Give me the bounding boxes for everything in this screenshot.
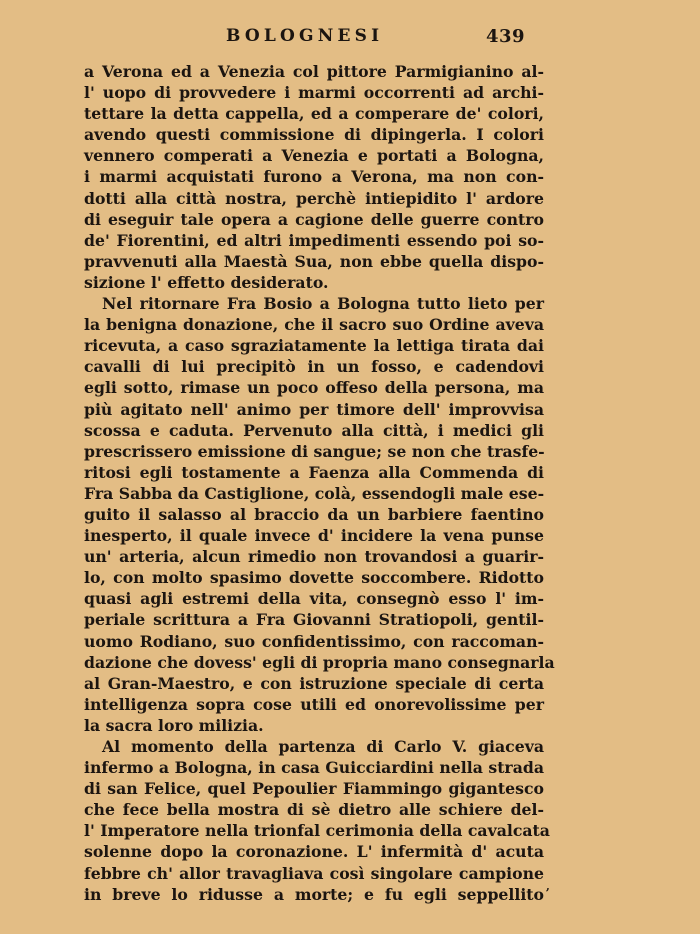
- text-line: la benigna donazione, che il sacro suo Ordine aveva: [84, 315, 544, 335]
- paragraph-first-line: Al momento della partenza di Carlo V. giaceva: [102, 737, 544, 756]
- page-number: 439: [486, 26, 526, 47]
- text-line: tettare la detta cappella, ed a comperare de' colori,: [84, 104, 544, 124]
- text-line: lo, con molto spasimo dovette soccombere. Ridotto: [84, 568, 544, 588]
- text-line: solenne dopo la coronazione. L' infermità d' acuta: [84, 842, 544, 862]
- text-line: ritosi egli tostamente a Faenza alla Commenda di: [84, 462, 544, 482]
- text-line: dazione che dovess' egli di propria mano consegnarla: [84, 652, 555, 672]
- text-line: i marmi acquistati furono a Verona, ma non con-: [84, 167, 544, 187]
- text-line: di san Felice, quel Pepoulier Fiammingo gigantesco: [84, 779, 544, 799]
- text-line: inesperto, il quale invece d' incidere la vena punse: [84, 526, 544, 546]
- text-line: avendo questi commissione di dipingerla. I colori: [84, 125, 544, 145]
- text-line: prescrissero emissione di sangue; se non che trasfe-: [84, 441, 545, 461]
- text-line: scossa e caduta. Pervenuto alla città, i medici gli: [84, 420, 544, 440]
- text-line: cavalli di lui precipitò in un fosso, e cadendovi: [84, 357, 544, 377]
- text-line: in breve lo ridusse a morte; e fu egli seppellito: [84, 884, 544, 904]
- text-line: de' Fiorentini, ed altri impedimenti essendo poi so-: [84, 230, 544, 250]
- text-line: l' uopo di provvedere i marmi occorrenti ad archi-: [84, 83, 544, 103]
- text-line: infermo a Bologna, in casa Guicciardini nella strada: [84, 758, 544, 778]
- text-line: di eseguir tale opera a cagione delle guerre contro: [84, 209, 544, 229]
- text-line: intelligenza sopra cose utili ed onorevolissime per: [84, 694, 544, 714]
- text-line: egli sotto, rimase un poco offeso della persona, ma: [84, 378, 544, 398]
- text-line: sizione l' effetto desiderato.: [84, 272, 329, 292]
- text-line: vennero comperati a Venezia e portati a Bologna,: [84, 146, 544, 166]
- text-line: dotti alla città nostra, perchè intiepidito l' ardore: [84, 188, 544, 208]
- text-line: febbre ch' allor travagliava così singolare campione: [84, 863, 544, 883]
- text-line: l' Imperatore nella trionfal cerimonia della cavalcata: [84, 821, 550, 841]
- running-title: BOLOGNESI: [226, 26, 384, 46]
- text-line: periale scrittura a Fra Giovanni Stratiopoli, gentil-: [84, 610, 544, 630]
- catchword-mark: ,: [546, 880, 550, 893]
- body-text: [84, 61, 555, 905]
- text-line: al Gran-Maestro, e con istruzione speciale di certa: [84, 673, 544, 693]
- text-line: ricevuta, a caso sgraziatamente la lettiga tirata dai: [84, 336, 544, 356]
- paragraph-first-line: Nel ritornare Fra Bosio a Bologna tutto lieto per: [102, 294, 544, 314]
- text-line: Fra Sabba da Castiglione, colà, essendogli male ese-: [84, 483, 545, 503]
- text-line: a Verona ed a Venezia col pittore Parmigianino al-: [84, 62, 544, 81]
- text-line: che fece bella mostra di sè dietro alle schiere del-: [84, 800, 544, 820]
- text-line: la sacra loro milizia.: [84, 715, 264, 735]
- running-head: [0, 26, 700, 48]
- text-line: guito il salasso al braccio da un barbiere faentino: [84, 504, 544, 524]
- text-line: più agitato nell' animo per timore dell' improvvisa: [84, 399, 544, 419]
- text-line: un' arteria, alcun rimedio non trovandosi a guarir-: [84, 547, 544, 567]
- text-line: pravvenuti alla Maestà Sua, non ebbe quella dispo-: [84, 251, 544, 271]
- text-line: quasi agli estremi della vita, consegnò esso l' im-: [84, 589, 544, 609]
- text-line: uomo Rodiano, suo confidentissimo, con raccoman-: [84, 631, 544, 651]
